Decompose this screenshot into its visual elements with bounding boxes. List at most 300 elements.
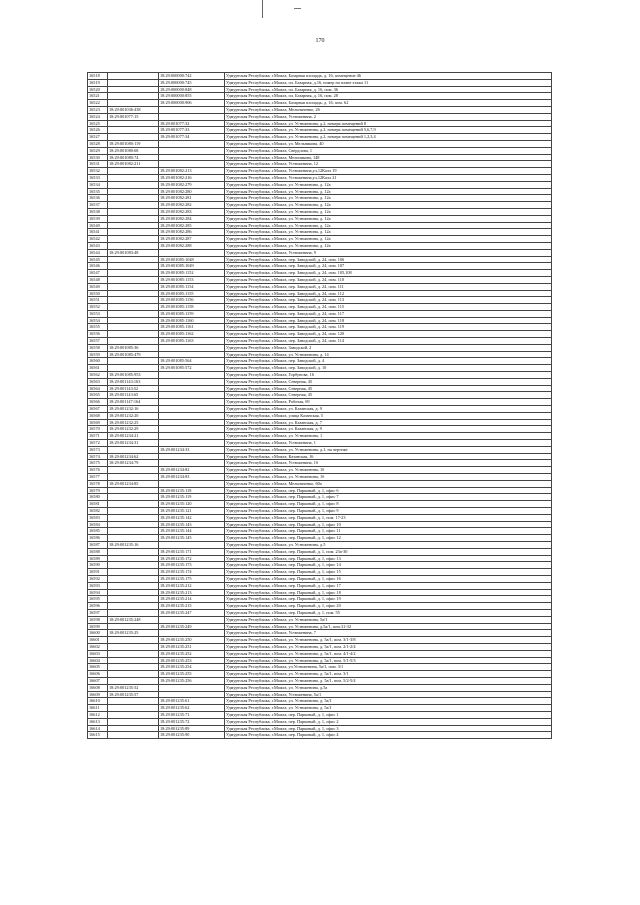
- address-cell: Удмуртская Республика, г.Можга, ул. Устюженина, д. 12а: [225, 236, 552, 243]
- page-number: 170: [315, 38, 325, 44]
- table-row: [88, 242, 552, 249]
- address-cell: Удмуртская Республика, г.Можга, Мельникова, 148: [225, 154, 552, 161]
- object-cadastral-number-cell: [159, 419, 225, 426]
- row-number-cell: 16596: [88, 603, 108, 610]
- land-cadastral-number-cell: [108, 514, 159, 521]
- address-cell: Удмуртская Республика, г.Можга, Устюженина, 2: [225, 113, 552, 120]
- table-row: [88, 582, 552, 589]
- object-cadastral-number-cell: 18:29:001235:142: [159, 514, 225, 521]
- address-cell: Удмуртская Республика, г.Можга, ул. Устюженина, д. 12а: [225, 181, 552, 188]
- object-cadastral-number-cell: 18:29:001235:61: [159, 698, 225, 705]
- address-cell: Удмуртская Республика, г.Можга, улица Казанская, 5: [225, 412, 552, 419]
- address-cell: Удмуртская Республика, г.Можга, ул. Устюженина, 1: [225, 433, 552, 440]
- row-number-cell: 16551: [88, 297, 108, 304]
- row-number-cell: 16531: [88, 161, 108, 168]
- object-cadastral-number-cell: 18:29:001085:1156: [159, 297, 225, 304]
- table-row: [88, 310, 552, 317]
- object-cadastral-number-cell: 18:29:001082:213: [159, 168, 225, 175]
- object-cadastral-number-cell: 18:29:001082:282: [159, 202, 225, 209]
- row-number-cell: 16553: [88, 310, 108, 317]
- land-cadastral-number-cell: 18:29:001234:31: [108, 440, 159, 447]
- row-number-cell: 16560: [88, 358, 108, 365]
- table-row: [88, 317, 552, 324]
- row-number-cell: 16583: [88, 514, 108, 521]
- row-number-cell: 16524: [88, 113, 108, 120]
- object-cadastral-number-cell: 18:29:001082:283: [159, 208, 225, 215]
- object-cadastral-number-cell: 18:29:001235:212: [159, 582, 225, 589]
- land-cadastral-number-cell: 18:29:001143:52: [108, 385, 159, 392]
- table-row: [88, 555, 552, 562]
- object-cadastral-number-cell: 18:29:001235:250: [159, 637, 225, 644]
- row-number-cell: 16585: [88, 528, 108, 535]
- land-cadastral-number-cell: [108, 521, 159, 528]
- land-cadastral-number-cell: [108, 236, 159, 243]
- table-row: [88, 474, 552, 481]
- object-cadastral-number-cell: 18:29:001085:1163: [159, 338, 225, 345]
- address-cell: Удмуртская Республика, г.Можга, пер. Парковый, д. 1, офис 19: [225, 596, 552, 603]
- table-row: [88, 188, 552, 195]
- land-cadastral-number-cell: [108, 127, 159, 134]
- address-cell: Удмуртская Республика, г.Можга, ул. Устюженина, д. 14: [225, 351, 552, 358]
- table-row: [88, 711, 552, 718]
- land-cadastral-number-cell: [108, 86, 159, 93]
- address-cell: Удмуртская Республика, г.Можга, ул. Устюженина, д.2, номера помещений 5,6,7,9: [225, 127, 552, 134]
- address-cell: Удмуртская Республика, г.Можга, Устюженина,ул,12Калл 19: [225, 168, 552, 175]
- row-number-cell: 16559: [88, 351, 108, 358]
- object-cadastral-number-cell: 18:29:001235:255: [159, 671, 225, 678]
- address-cell: Удмуртская Республика, г.Можга, Устюженина,ул,12Калл 21: [225, 174, 552, 181]
- address-cell: Удмуртская Республика, г.Можга, пер. Парковый, д. 1, офис 1: [225, 711, 552, 718]
- row-number-cell: 16591: [88, 569, 108, 576]
- address-cell: Удмуртская Республика, г.Можга, ул. Устюженина, д. 12а: [225, 202, 552, 209]
- land-cadastral-number-cell: [108, 358, 159, 365]
- land-cadastral-number-cell: [108, 508, 159, 515]
- address-cell: Удмуртская Республика, г.Можга, Рабочая, 69: [225, 399, 552, 406]
- row-number-cell: 16571: [88, 433, 108, 440]
- land-cadastral-number-cell: [108, 270, 159, 277]
- table-row: [88, 229, 552, 236]
- land-cadastral-number-cell: [108, 174, 159, 181]
- table-row: [88, 487, 552, 494]
- land-cadastral-number-cell: [108, 208, 159, 215]
- table-row: [88, 195, 552, 202]
- table-row: [88, 616, 552, 623]
- address-cell: Удмуртская Республика, г.Можга, ул. Устюженина, д. 5а/1, пом. 5/1-5/3: [225, 657, 552, 664]
- object-cadastral-number-cell: 18:29:001235:62: [159, 705, 225, 712]
- object-cadastral-number-cell: [159, 378, 225, 385]
- object-cadastral-number-cell: 18:29:001085:1158: [159, 304, 225, 311]
- row-number-cell: 16580: [88, 494, 108, 501]
- address-cell: Удмуртская Республика, г.Можга, пер. Парковый, д. 1, офис 16: [225, 575, 552, 582]
- row-number-cell: 16605: [88, 664, 108, 671]
- object-cadastral-number-cell: 18:29:001085:1152: [159, 270, 225, 277]
- address-cell: Удмуртская Республика, г.Можга, пер. Заводской, д. 24, пом. 117: [225, 310, 552, 317]
- object-cadastral-number-cell: [159, 541, 225, 548]
- row-number-cell: 16601: [88, 637, 108, 644]
- table-row: [88, 140, 552, 147]
- land-cadastral-number-cell: 18:29:001235:25: [108, 630, 159, 637]
- land-cadastral-number-cell: [108, 222, 159, 229]
- land-cadastral-number-cell: [108, 229, 159, 236]
- table-row: [88, 589, 552, 596]
- land-cadastral-number-cell: [108, 555, 159, 562]
- scan-dash-mark: [294, 8, 301, 9]
- land-cadastral-number-cell: [108, 569, 159, 576]
- object-cadastral-number-cell: [159, 154, 225, 161]
- table-row: [88, 453, 552, 460]
- row-number-cell: 16590: [88, 562, 108, 569]
- table-row: [88, 256, 552, 263]
- address-cell: Удмуртская Республика, г.Можга, ул. Устюженина, д. 5а/1, пом. 2/1-2/4: [225, 643, 552, 650]
- table-row: [88, 657, 552, 664]
- land-cadastral-number-cell: [108, 582, 159, 589]
- row-number-cell: 16562: [88, 372, 108, 379]
- object-cadastral-number-cell: 18:29:001082:288: [159, 242, 225, 249]
- row-number-cell: 16532: [88, 168, 108, 175]
- row-number-cell: 16533: [88, 174, 108, 181]
- address-cell: Удмуртская Республика, г.Можга, ул. Устюженина, д. 12а: [225, 222, 552, 229]
- object-cadastral-number-cell: 18:29:001235:254: [159, 664, 225, 671]
- row-number-cell: 16546: [88, 263, 108, 270]
- row-number-cell: 16554: [88, 317, 108, 324]
- table-row: [88, 664, 552, 671]
- object-cadastral-number-cell: 18:29:000000:855: [159, 93, 225, 100]
- row-number-cell: 16614: [88, 725, 108, 732]
- table-row: [88, 609, 552, 616]
- address-cell: Удмуртская Республика, г.Можга, ул. Устюженина, д. 12а: [225, 195, 552, 202]
- address-cell: Удмуртская Республика, г.Можга, ул. Устюженина, д. 5а/1: [225, 698, 552, 705]
- row-number-cell: 16557: [88, 338, 108, 345]
- address-cell: Удмуртская Республика, г.Можга, ул. Устюженина, д. 5а/1, пом. 4/1-4/2: [225, 650, 552, 657]
- object-cadastral-number-cell: 18:29:001235:252: [159, 650, 225, 657]
- row-number-cell: 16573: [88, 446, 108, 453]
- address-cell: Удмуртская Республика, г.Можга, ул. Устюженина, д. 12а: [225, 215, 552, 222]
- table-row: [88, 480, 552, 487]
- row-number-cell: 16556: [88, 331, 108, 338]
- table-row: [88, 276, 552, 283]
- row-number-cell: 16521: [88, 93, 108, 100]
- row-number-cell: 16518: [88, 73, 108, 80]
- land-cadastral-number-cell: [108, 589, 159, 596]
- row-number-cell: 16523: [88, 106, 108, 113]
- table-row: [88, 100, 552, 107]
- row-number-cell: 16567: [88, 406, 108, 413]
- address-cell: Удмуртская Республика, г.Можга, пл. Базарная, д. 16, пом. 28: [225, 93, 552, 100]
- address-cell: Удмуртская Республика, г.Можга, пер. Парковый, д. 1, офис 10: [225, 521, 552, 528]
- table-row: [88, 372, 552, 379]
- row-number-cell: 16564: [88, 385, 108, 392]
- land-cadastral-number-cell: 18:29:001036:438: [108, 106, 159, 113]
- land-cadastral-number-cell: [108, 603, 159, 610]
- object-cadastral-number-cell: 18:29:001085:1155: [159, 290, 225, 297]
- table-row: [88, 208, 552, 215]
- table-row: [88, 79, 552, 86]
- land-cadastral-number-cell: [108, 310, 159, 317]
- object-cadastral-number-cell: [159, 140, 225, 147]
- table-row: [88, 650, 552, 657]
- object-cadastral-number-cell: [159, 453, 225, 460]
- row-number-cell: 16587: [88, 541, 108, 548]
- land-cadastral-number-cell: [108, 263, 159, 270]
- address-cell: Удмуртская Республика, г.Можга, пер. Парковый, д. 1, пом. 55: [225, 609, 552, 616]
- table-row: [88, 433, 552, 440]
- address-cell: Удмуртская Республика, г.Можга, пер. Парковый, д. 1, офис 13: [225, 555, 552, 562]
- table-row: [88, 304, 552, 311]
- table-row: [88, 331, 552, 338]
- table-row: [88, 270, 552, 277]
- land-cadastral-number-cell: 18:29:001232:16: [108, 406, 159, 413]
- table-row: [88, 168, 552, 175]
- table-row: [88, 385, 552, 392]
- row-number-cell: 16610: [88, 698, 108, 705]
- row-number-cell: 16544: [88, 249, 108, 256]
- row-number-cell: 16539: [88, 215, 108, 222]
- land-cadastral-number-cell: [108, 474, 159, 481]
- table-row: [88, 86, 552, 93]
- table-row: [88, 283, 552, 290]
- object-cadastral-number-cell: 18:29:001082:286: [159, 229, 225, 236]
- table-row: [88, 290, 552, 297]
- object-cadastral-number-cell: 18:29:001235:120: [159, 501, 225, 508]
- table-row: [88, 691, 552, 698]
- row-number-cell: 16586: [88, 535, 108, 542]
- row-number-cell: 16550: [88, 290, 108, 297]
- table-row: [88, 181, 552, 188]
- row-number-cell: 16552: [88, 304, 108, 311]
- table-row: [88, 147, 552, 154]
- table-row: [88, 392, 552, 399]
- land-cadastral-number-cell: [108, 297, 159, 304]
- table-row: [88, 215, 552, 222]
- object-cadastral-number-cell: 18:29:001085:1160: [159, 317, 225, 324]
- address-cell: Удмуртская Республика, г.Можга, Устюженина, 5а/1: [225, 691, 552, 698]
- table-row: [88, 338, 552, 345]
- address-cell: Удмуртская Республика, г.Можга, пер. Парковый, д. 1, офис 14: [225, 562, 552, 569]
- table-row: [88, 514, 552, 521]
- address-cell: Удмуртская Республика, г.Можга, Северная, 45: [225, 378, 552, 385]
- address-cell: Удмуртская Республика, г.Можга, ул. Казанская, д. 7: [225, 419, 552, 426]
- address-cell: Удмуртская Республика, г.Можга, пер. Парковый, д. 1, пом. 17-23: [225, 514, 552, 521]
- table-row: [88, 134, 552, 141]
- row-number-cell: 16593: [88, 582, 108, 589]
- address-cell: Удмуртская Республика, г.Можга, пер. Заводской, д. 24, пом. 120: [225, 331, 552, 338]
- row-number-cell: 16535: [88, 188, 108, 195]
- table-row: [88, 521, 552, 528]
- address-cell: Удмуртская Республика, г.Можга, ул. Устюженина, д. 12а: [225, 188, 552, 195]
- land-cadastral-number-cell: [108, 134, 159, 141]
- address-cell: Удмуртская Республика, г.Можга, Мельниченко, 26: [225, 106, 552, 113]
- land-cadastral-number-cell: [108, 168, 159, 175]
- scan-edge-mark: [262, 0, 263, 18]
- land-cadastral-number-cell: [108, 562, 159, 569]
- land-cadastral-number-cell: [108, 317, 159, 324]
- table-row: [88, 365, 552, 372]
- row-number-cell: 16547: [88, 270, 108, 277]
- row-number-cell: 16607: [88, 677, 108, 684]
- address-cell: Удмуртская Республика, г.Можга, пер. Заводской, д. 24, пом. 114: [225, 338, 552, 345]
- land-cadastral-number-cell: [108, 657, 159, 664]
- address-cell: Удмуртская Республика, г.Можга, Устюженина, 12: [225, 161, 552, 168]
- table-row: [88, 596, 552, 603]
- table-row: [88, 548, 552, 555]
- land-cadastral-number-cell: [108, 290, 159, 297]
- row-number-cell: 16588: [88, 548, 108, 555]
- object-cadastral-number-cell: 18:29:001235:89: [159, 725, 225, 732]
- object-cadastral-number-cell: [159, 392, 225, 399]
- row-number-cell: 16530: [88, 154, 108, 161]
- row-number-cell: 16537: [88, 202, 108, 209]
- table-row: [88, 732, 552, 739]
- table-row: [88, 202, 552, 209]
- land-cadastral-number-cell: [108, 725, 159, 732]
- table-row: [88, 412, 552, 419]
- address-cell: Удмуртская Республика, г.Можга, пл. Базарная, д.16, номер на плане этажа 11: [225, 79, 552, 86]
- address-cell: Удмуртская Республика, г.Можга, ул. Устюженина, д. 12а: [225, 229, 552, 236]
- table-row: [88, 671, 552, 678]
- address-cell: Удмуртская Республика, г.Можга, пер. Заводской, д. 24, пом. 112: [225, 290, 552, 297]
- row-number-cell: 16615: [88, 732, 108, 739]
- row-number-cell: 16568: [88, 412, 108, 419]
- land-cadastral-number-cell: [108, 276, 159, 283]
- address-cell: Удмуртская Республика, г.Можга, пер. Парковый, д. 1, офис 2: [225, 718, 552, 725]
- row-number-cell: 16579: [88, 487, 108, 494]
- table-row: [88, 113, 552, 120]
- land-cadastral-number-cell: 18:29:001235:52: [108, 684, 159, 691]
- address-cell: Удмуртская Республика, г.Можга, пер. Заводской, д. 24, пом. 105,108: [225, 270, 552, 277]
- address-cell: Удмуртская Республика, г.Можга, Устюженина, 1: [225, 440, 552, 447]
- land-cadastral-number-cell: 18:29:001235:16: [108, 541, 159, 548]
- row-number-cell: 16603: [88, 650, 108, 657]
- land-cadastral-number-cell: [108, 548, 159, 555]
- object-cadastral-number-cell: [159, 460, 225, 467]
- table-row: [88, 718, 552, 725]
- land-cadastral-number-cell: [108, 256, 159, 263]
- object-cadastral-number-cell: [159, 106, 225, 113]
- object-cadastral-number-cell: 18:29:001235:213: [159, 589, 225, 596]
- object-cadastral-number-cell: [159, 249, 225, 256]
- row-number-cell: 16576: [88, 467, 108, 474]
- land-cadastral-number-cell: [108, 467, 159, 474]
- land-cadastral-number-cell: [108, 202, 159, 209]
- object-cadastral-number-cell: 18:29:001082:281: [159, 195, 225, 202]
- register-table-body: [88, 73, 552, 739]
- address-cell: Удмуртская Республика, г.Можга, пер. Заводской, д. 24, пом. 113: [225, 297, 552, 304]
- object-cadastral-number-cell: 18:29:001085:1153: [159, 276, 225, 283]
- table-row: [88, 562, 552, 569]
- table-row: [88, 535, 552, 542]
- row-number-cell: 16589: [88, 555, 108, 562]
- table-row: [88, 541, 552, 548]
- table-row: [88, 630, 552, 637]
- table-row: [88, 73, 552, 80]
- table-row: [88, 93, 552, 100]
- row-number-cell: 16543: [88, 242, 108, 249]
- land-cadastral-number-cell: 18:29:001080:119: [108, 140, 159, 147]
- land-cadastral-number-cell: [108, 304, 159, 311]
- row-number-cell: 16592: [88, 575, 108, 582]
- object-cadastral-number-cell: [159, 426, 225, 433]
- address-cell: Удмуртская Республика, г.Можга, ул. Устюженина, 1б: [225, 467, 552, 474]
- object-cadastral-number-cell: [159, 433, 225, 440]
- row-number-cell: 16594: [88, 589, 108, 596]
- object-cadastral-number-cell: 18:29:001082:216: [159, 174, 225, 181]
- address-cell: Удмуртская Республика, г.Можга, Устюженина, 9: [225, 249, 552, 256]
- address-cell: Удмуртская Республика, г.Можга, ул. Устюженина, д. 12а: [225, 208, 552, 215]
- land-cadastral-number-cell: [108, 650, 159, 657]
- object-cadastral-number-cell: 18:29:000000:742: [159, 73, 225, 80]
- row-number-cell: 16581: [88, 501, 108, 508]
- row-number-cell: 16612: [88, 711, 108, 718]
- row-number-cell: 16582: [88, 508, 108, 515]
- land-cadastral-number-cell: [108, 732, 159, 739]
- object-cadastral-number-cell: 18:29:001085:564: [159, 358, 225, 365]
- land-cadastral-number-cell: [108, 501, 159, 508]
- land-cadastral-number-cell: [108, 637, 159, 644]
- land-cadastral-number-cell: [108, 120, 159, 127]
- address-cell: Удмуртская Республика, г.Можга, пер. Парковый, д. 1, офис 18: [225, 589, 552, 596]
- row-number-cell: 16519: [88, 79, 108, 86]
- land-cadastral-number-cell: [108, 575, 159, 582]
- table-row: [88, 575, 552, 582]
- address-cell: Удмуртская Республика, г.Можга, ул. Устюженина, д. 5а/1, пом. 5/2-5/4: [225, 677, 552, 684]
- land-cadastral-number-cell: 18:29:001234:21: [108, 433, 159, 440]
- object-cadastral-number-cell: [159, 372, 225, 379]
- address-cell: Удмуртская Республика, г.Можга, пер. Заводской, д. 24, пом. 110: [225, 276, 552, 283]
- address-cell: Удмуртская Республика, г.Можга, пер. Заводской, д. 4: [225, 358, 552, 365]
- object-cadastral-number-cell: 18:29:001082:279: [159, 181, 225, 188]
- land-cadastral-number-cell: [108, 698, 159, 705]
- address-cell: Удмуртская Республика, г.Можга, пер. Парковый, д. 1, офис 3: [225, 725, 552, 732]
- land-cadastral-number-cell: [108, 283, 159, 290]
- table-row: [88, 446, 552, 453]
- land-cadastral-number-cell: 18:29:001082:211: [108, 161, 159, 168]
- object-cadastral-number-cell: 18:29:001235:72: [159, 718, 225, 725]
- address-cell: Удмуртская Республика, г.Можга, пер. Заводской, д. 24, пом. 106: [225, 256, 552, 263]
- address-cell: Удмуртская Республика, г.Можга, ул. Устюженина, д. 5а/1, пом. 3/1-3/8: [225, 637, 552, 644]
- row-number-cell: 16520: [88, 86, 108, 93]
- land-cadastral-number-cell: 18:29:001234:85: [108, 480, 159, 487]
- object-cadastral-number-cell: [159, 351, 225, 358]
- row-number-cell: 16545: [88, 256, 108, 263]
- address-cell: Удмуртская Республика, г.Можга, Северная, 45: [225, 385, 552, 392]
- row-number-cell: 16608: [88, 684, 108, 691]
- row-number-cell: 16548: [88, 276, 108, 283]
- address-cell: Удмуртская Республика, г.Можга, Базарная площадь, д. 16, помещение 46: [225, 73, 552, 80]
- object-cadastral-number-cell: [159, 344, 225, 351]
- object-cadastral-number-cell: [159, 440, 225, 447]
- land-cadastral-number-cell: 18:29:001232:29: [108, 426, 159, 433]
- row-number-cell: 16525: [88, 120, 108, 127]
- object-cadastral-number-cell: 18:29:001235:214: [159, 596, 225, 603]
- object-cadastral-number-cell: [159, 691, 225, 698]
- table-row: [88, 494, 552, 501]
- land-cadastral-number-cell: 18:29:001083:48: [108, 249, 159, 256]
- land-cadastral-number-cell: [108, 324, 159, 331]
- row-number-cell: 16600: [88, 630, 108, 637]
- table-row: [88, 406, 552, 413]
- land-cadastral-number-cell: 18:29:001085:479: [108, 351, 159, 358]
- row-number-cell: 16572: [88, 440, 108, 447]
- object-cadastral-number-cell: [159, 406, 225, 413]
- row-number-cell: 16584: [88, 521, 108, 528]
- row-number-cell: 16570: [88, 426, 108, 433]
- row-number-cell: 16522: [88, 100, 108, 107]
- object-cadastral-number-cell: 18:29:001235:143: [159, 521, 225, 528]
- row-number-cell: 16602: [88, 643, 108, 650]
- object-cadastral-number-cell: 18:29:001235:256: [159, 677, 225, 684]
- land-cadastral-number-cell: [108, 331, 159, 338]
- land-cadastral-number-cell: [108, 188, 159, 195]
